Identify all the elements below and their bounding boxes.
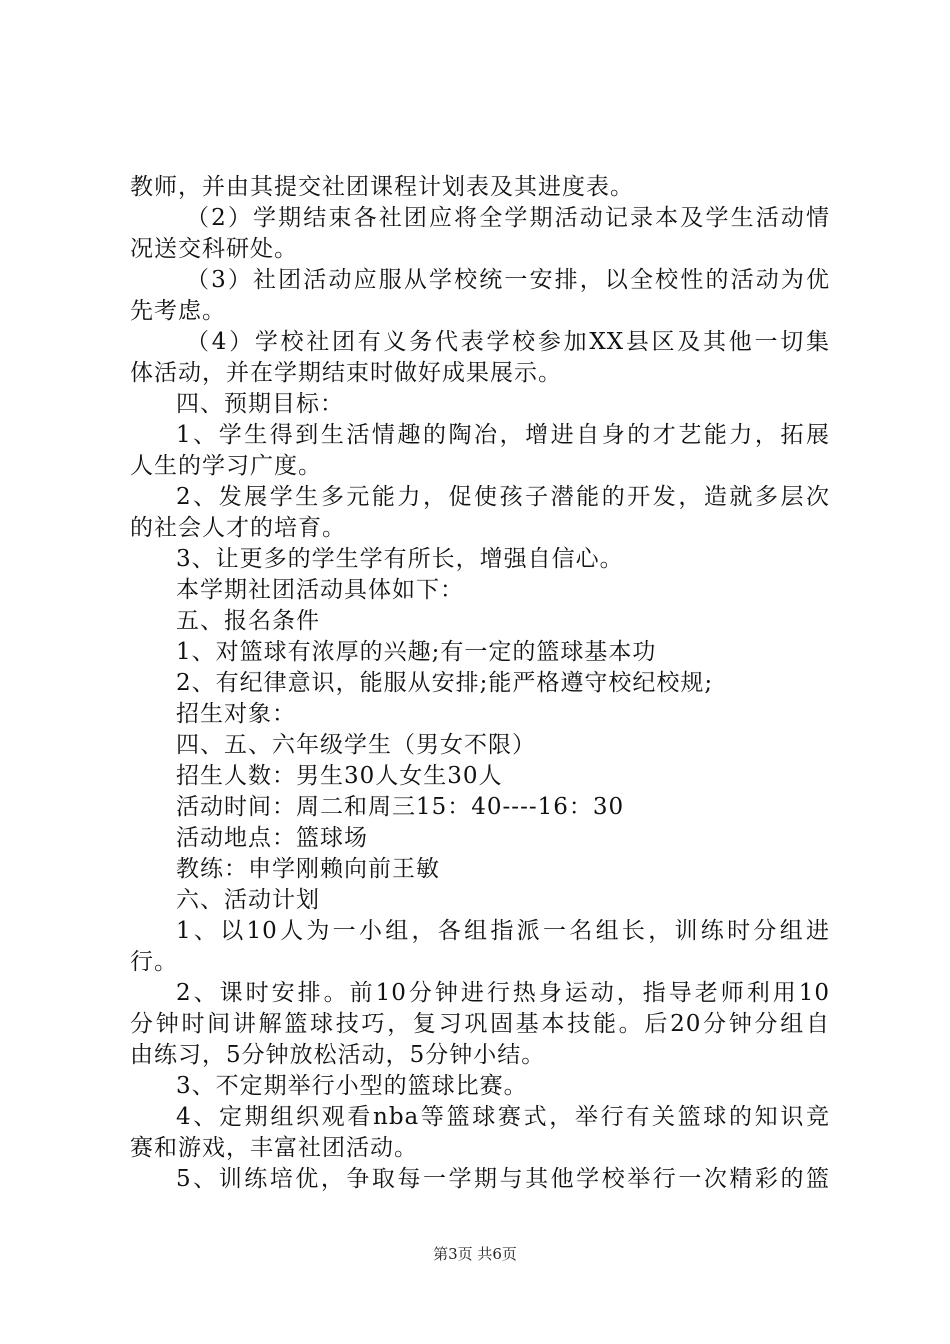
- text-line: 本学期社团活动具体如下：: [176, 577, 464, 603]
- text-line: （3）社团活动应服从学校统一安排，以全校性的活动为优: [186, 267, 830, 293]
- text-line: 3、不定期举行小型的篮球比赛。: [176, 1073, 528, 1099]
- text-line: 赛和游戏，丰富社团活动。: [130, 1135, 418, 1161]
- page-number: 第3页 共6页: [433, 1245, 517, 1263]
- text-line: 教师，并由其提交社团课程计划表及其进度表。: [130, 174, 634, 200]
- text-line: 3、让更多的学生学有所长，增强自信心。: [176, 546, 624, 572]
- text-line: 5、训练培优，争取每一学期与其他学校举行一次精彩的篮: [176, 1166, 830, 1192]
- text-line: 教练：申学刚赖向前王敏: [176, 856, 440, 882]
- text-line: 活动地点：篮球场: [176, 825, 368, 851]
- page-footer: [0, 1244, 950, 1264]
- text-line: 分钟时间讲解篮球技巧，复习巩固基本技能。后20分钟分组自: [130, 1011, 830, 1037]
- text-line: 2、有纪律意识，能服从安排;能严格遵守校纪校规;: [176, 670, 714, 696]
- text-line: 六、活动计划: [176, 887, 320, 913]
- text-line: 五、报名条件: [176, 608, 320, 634]
- text-line: 招生人数：男生30人女生30人: [176, 763, 503, 789]
- text-line: 1、以10人为一小组，各组指派一名组长，训练时分组进: [176, 918, 830, 944]
- text-line: 4、定期组织观看nba等篮球赛式，举行有关篮球的知识竞: [176, 1104, 830, 1130]
- text-line: 活动时间：周二和周三15：40----16：30: [176, 794, 625, 820]
- text-line: 况送交科研处。: [130, 236, 298, 262]
- text-line: 先考虑。: [130, 298, 226, 324]
- text-line: 体活动，并在学期结束时做好成果展示。: [130, 360, 562, 386]
- text-line: 人生的学习广度。: [130, 453, 322, 479]
- text-line: 由练习，5分钟放松活动，5分钟小结。: [130, 1042, 546, 1068]
- text-line: 2、课时安排。前10分钟进行热身运动，指导老师利用10: [176, 980, 830, 1006]
- text-line: （2）学期结束各社团应将全学期活动记录本及学生活动情: [186, 205, 830, 231]
- text-line: 2、发展学生多元能力，促使孩子潜能的开发，造就多层次: [176, 484, 830, 510]
- text-line: 1、学生得到生活情趣的陶冶，增进自身的才艺能力，拓展: [176, 422, 830, 448]
- text-line: 的社会人才的培育。: [130, 515, 346, 541]
- text-line: 四、五、六年级学生（男女不限）: [176, 732, 536, 758]
- text-line: 招生对象：: [176, 701, 296, 727]
- text-line: （4）学校社团有义务代表学校参加XX县区及其他一切集: [186, 329, 830, 355]
- text-line: 四、预期目标：: [176, 391, 344, 417]
- text-line: 行。: [130, 949, 178, 975]
- text-line: 1、对篮球有浓厚的兴趣;有一定的篮球基本功: [176, 639, 657, 665]
- document-body: [130, 172, 830, 1195]
